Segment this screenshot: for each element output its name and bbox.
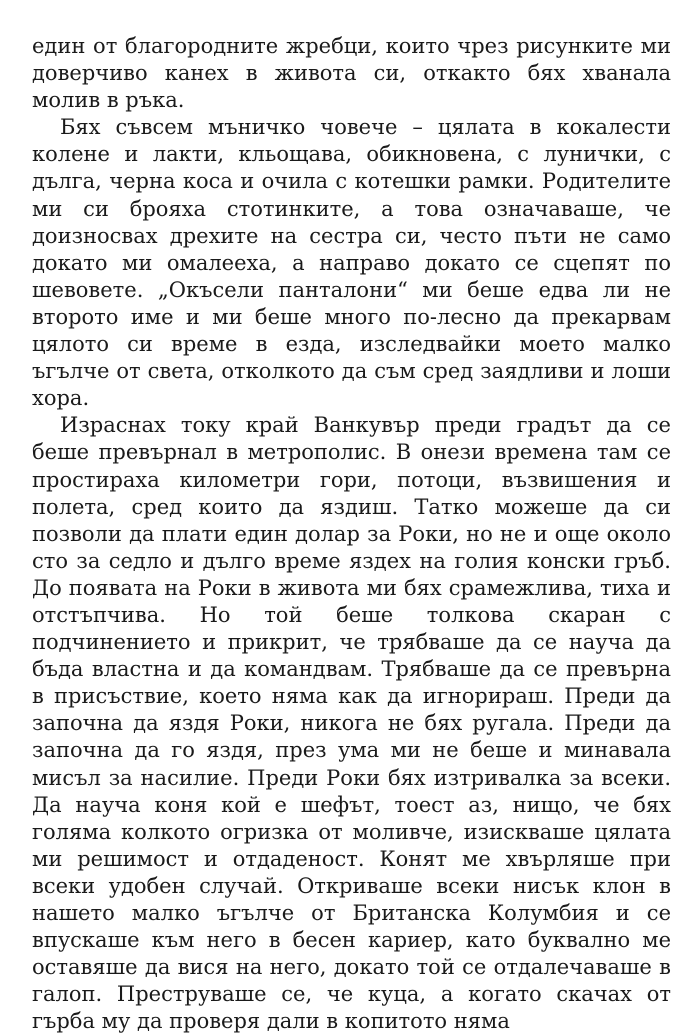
paragraph-childhood: Бях съвсем мъничко човече – цялата в кокалести колене и лакти, кльощава, обикновена, с лунички, с дълга, черна коса и очила с котешки рамки. Родителите ми си брояха стотинките, а това означаваше, че доизносвах дрехите на сестра си, често пъти не само докато ми омалееха, а направо докато се сцепят по шевовете. „Окъсели панталони“ ми беше едва ли не второто име и ми беше много по-лесно да прекарвам цялото си време в езда, изследвайки моето малко ъгълче от света, отколкото да съм сред заядливи и лоши хора.: [32, 115, 671, 411]
paragraph-continuation: един от благородните жребци, които чрез рисунките ми доверчиво канех в живота си, откакто бях хванала молив в ръка.: [32, 34, 671, 113]
paragraph-vancouver: Израснах току край Ванкувър преди градът да се беше превърнал в метрополис. В онези времена там се простираха километри гори, потоци, възвишения и полета, сред които да яздиш. Татко можеше да си позволи да плати един долар за Роки, но не и още около сто за седло и дълго време яздех на голия конски гръб. До появата на Роки в живота ми бях срамежлива, тиха и отстъпчива. Но той беше толкова скаран с подчинението и прикрит, че трябваше да се науча да бъда властна и да командвам. Трябваше да се превърна в присъствие, което няма как да игнорираш. Преди да започна да яздя Роки, никога не бях ругала. Преди да започна да го яздя, през ума ми не беше и минавала мисъл за насилие. Преди Роки бях изтривалка за всеки. Да науча коня кой е шефът, тоест аз, нищо, че бях голяма колкото огризка от моливче, изискваше цялата ми решимост и отдаденост. Конят ме хвърляше при всеки удобен случай. Откриваше всеки нисък клон в нашето малко ъгълче от Британска Колумбия и се впускаше към него в бесен кариер, като буквално ме оставяше да вися на него, докато той се отдалечаваше в галоп. Преструваше се, че куца, а когато скачах от гърба му да проверя дали в копитото няма: [32, 413, 671, 1034]
